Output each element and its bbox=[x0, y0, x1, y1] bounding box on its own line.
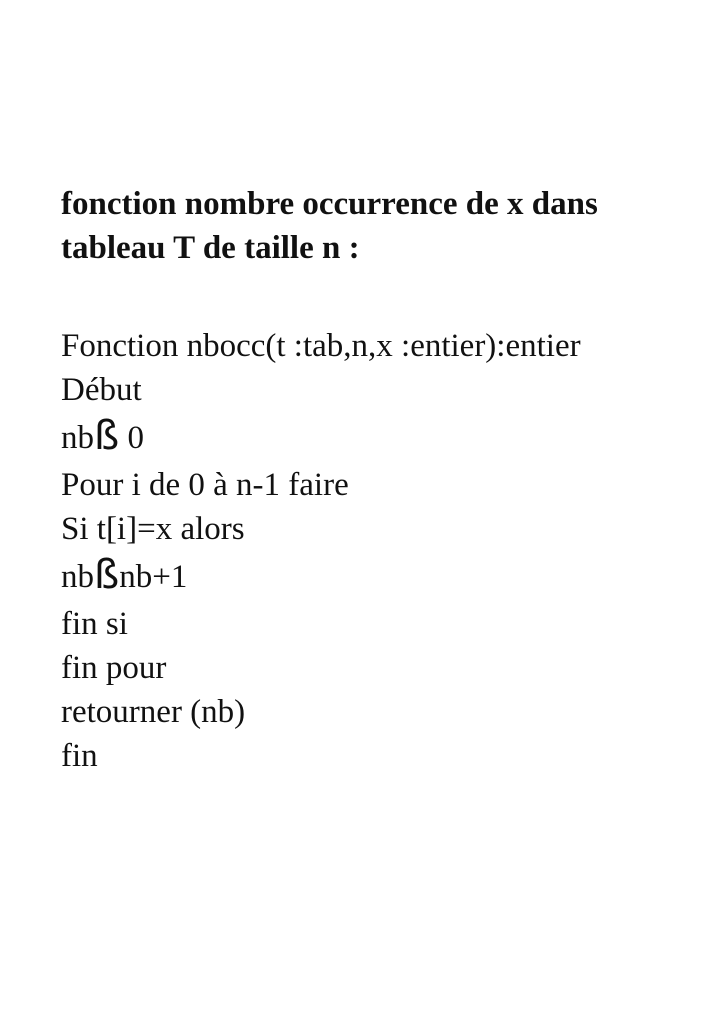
increment-value: nb+1 bbox=[119, 559, 188, 595]
end-keyword: fin bbox=[61, 738, 98, 774]
document-body bbox=[61, 182, 711, 778]
title-line-1: fonction nombre occurrence de x dans bbox=[61, 186, 598, 222]
document-title bbox=[61, 182, 711, 270]
function-signature: Fonction nbocc(t :tab,n,x :entier):entier bbox=[61, 328, 581, 364]
increment-statement bbox=[61, 554, 711, 599]
end-for-keyword: fin pour bbox=[61, 650, 167, 686]
loop-statement: Pour i de 0 à n-1 faire bbox=[61, 467, 349, 503]
condition-statement: Si t[i]=x alors bbox=[61, 511, 245, 547]
assignment-arrow-icon: ß bbox=[94, 552, 120, 598]
assignment-arrow-icon: ß bbox=[94, 413, 120, 459]
init-variable: nb bbox=[61, 420, 94, 456]
end-if-keyword: fin si bbox=[61, 606, 128, 642]
return-statement: retourner (nb) bbox=[61, 694, 246, 730]
increment-variable: nb bbox=[61, 559, 94, 595]
begin-keyword: Début bbox=[61, 372, 142, 408]
init-value: 0 bbox=[119, 420, 144, 456]
title-line-2: tableau T de taille n : bbox=[61, 230, 360, 266]
algorithm-block bbox=[61, 324, 711, 778]
init-statement bbox=[61, 415, 711, 460]
